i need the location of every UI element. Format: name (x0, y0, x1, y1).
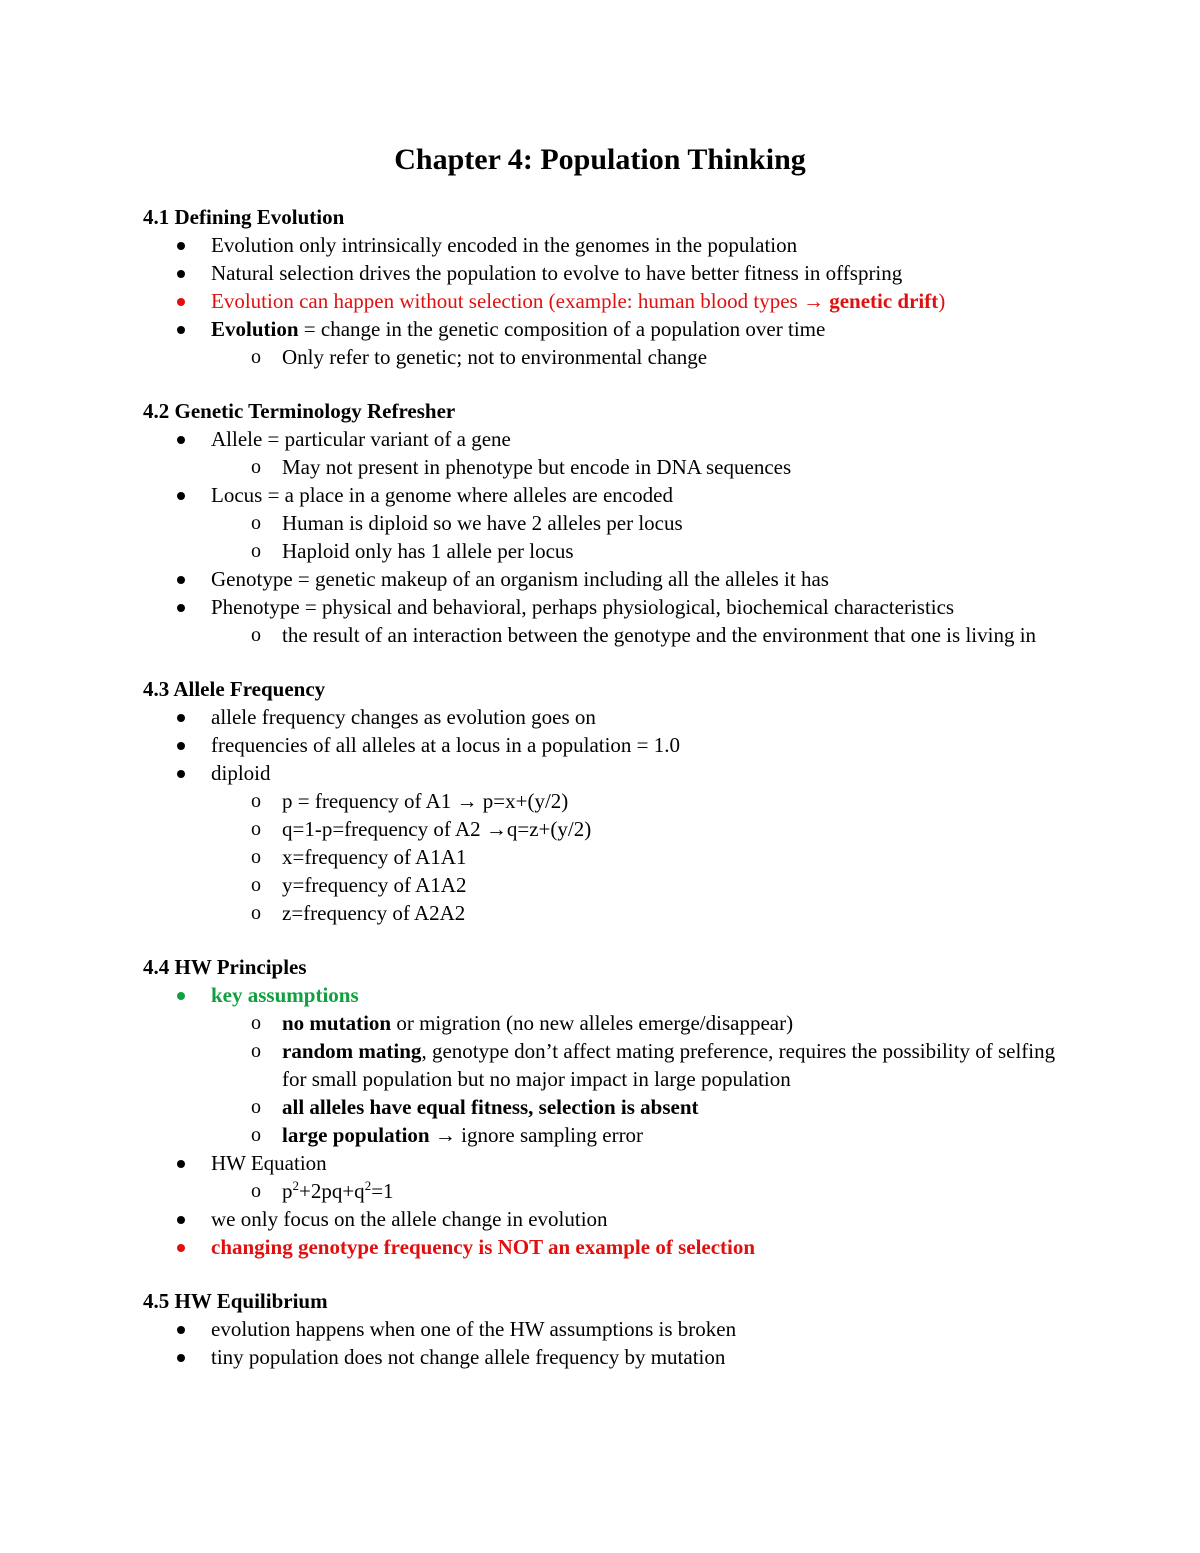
term-text: random mating (282, 1039, 422, 1063)
page-title: Chapter 4: Population Thinking (394, 143, 806, 176)
circle-bullet-icon: o (251, 346, 261, 368)
section-heading: 4.2 Genetic Terminology Refresher (143, 399, 456, 423)
section-genetic-terminology (143, 397, 1063, 649)
list-item-text: Evolution only intrinsically encoded in the genomes in the population (211, 233, 798, 257)
sub-list-item (143, 1037, 1063, 1093)
list-item-text: evolution happens when one of the HW assumptions is broken (211, 1317, 737, 1341)
list-item-text: x=frequency of A1A1 (282, 845, 467, 869)
list-item (143, 1205, 1063, 1233)
bullet-icon (177, 1354, 185, 1362)
list-item (143, 231, 1063, 259)
list-item (143, 565, 1063, 593)
list-item (143, 731, 1063, 759)
arrow-icon: → (434, 1123, 456, 1147)
list-item-text: diploid (211, 761, 271, 785)
bullet-icon (177, 242, 185, 250)
circle-bullet-icon: o (251, 1096, 261, 1118)
sub-list-item (143, 899, 1063, 927)
list-item-text: ) (938, 289, 946, 313)
list-item (143, 703, 1063, 731)
list-item (143, 1233, 1063, 1261)
list-item-text: Genotype = genetic makeup of an organism including all the alleles it has (211, 567, 829, 591)
list-item-text: Only refer to genetic; not to environmental change (282, 345, 708, 369)
sub-list-item (143, 843, 1063, 871)
arrow-icon: → (456, 789, 478, 813)
list-item (143, 315, 1063, 343)
hw-equation (282, 1179, 394, 1203)
list-item (143, 1149, 1063, 1177)
document-body (143, 203, 1063, 1397)
list-item (143, 981, 1063, 1009)
bullet-icon (177, 270, 185, 278)
circle-bullet-icon: o (251, 818, 261, 840)
section-hw-principles (143, 953, 1063, 1261)
section-heading: 4.5 HW Equilibrium (143, 1289, 328, 1313)
section-hw-equilibrium (143, 1287, 1063, 1371)
bullet-icon (177, 1244, 185, 1252)
list-item (143, 481, 1063, 509)
bullet-icon (177, 770, 185, 778)
sub-list-item (143, 871, 1063, 899)
sub-list-item (143, 1121, 1063, 1149)
bullet-icon (177, 436, 185, 444)
bullet-list (143, 981, 1063, 1261)
list-item-text: p = frequency of A1 (282, 789, 457, 813)
sub-list-item (143, 453, 1063, 481)
bullet-icon (177, 1160, 185, 1168)
circle-bullet-icon: o (251, 540, 261, 562)
list-item (143, 759, 1063, 787)
equation-term: +2pq+q (299, 1179, 365, 1203)
bullet-icon (177, 298, 185, 306)
list-item-text: allele frequency changes as evolution goes on (211, 705, 596, 729)
circle-bullet-icon: o (251, 624, 261, 646)
sub-list-item (143, 509, 1063, 537)
list-item-text: p=x+(y/2) (477, 789, 569, 813)
bullet-icon (177, 492, 185, 500)
sub-list-item (143, 787, 1063, 815)
term-text: no mutation (282, 1011, 392, 1035)
list-item-text: ignore sampling error (455, 1123, 644, 1147)
emphasis-text: key assumptions (211, 983, 359, 1007)
bullet-list (143, 1315, 1063, 1371)
bullet-list (143, 425, 1063, 649)
emphasis-text: genetic drift (829, 289, 939, 313)
bullet-icon (177, 604, 185, 612)
sub-list-item (143, 621, 1063, 649)
sub-list-item (143, 343, 1063, 371)
list-item (143, 1315, 1063, 1343)
circle-bullet-icon: o (251, 790, 261, 812)
list-item (143, 259, 1063, 287)
bullet-icon (177, 992, 185, 1000)
list-item (143, 593, 1063, 621)
equation-exponent: 2 (292, 1178, 299, 1193)
list-item-text: Phenotype = physical and behavioral, perhaps physiological, biochemical characteristics (211, 595, 955, 619)
list-item-text: Human is diploid so we have 2 alleles per locus (282, 511, 683, 535)
list-item-text: HW Equation (211, 1151, 327, 1175)
equation-term: =1 (371, 1179, 394, 1203)
equation-term: p (282, 1179, 293, 1203)
bullet-icon (177, 1326, 185, 1334)
circle-bullet-icon: o (251, 902, 261, 924)
bullet-list (143, 231, 1063, 371)
circle-bullet-icon: o (251, 1124, 261, 1146)
list-item-text: y=frequency of A1A2 (282, 873, 467, 897)
term-text: all alleles have equal fitness, selection is absent (282, 1095, 699, 1119)
section-heading: 4.1 Defining Evolution (143, 205, 345, 229)
bullet-list (143, 703, 1063, 927)
list-item-text: z=frequency of A2A2 (282, 901, 466, 925)
list-item-text: May not present in phenotype but encode in DNA sequences (282, 455, 792, 479)
list-item (143, 1343, 1063, 1371)
list-item-text: Locus = a place in a genome where alleles are encoded (211, 483, 673, 507)
list-item-text: Allele = particular variant of a gene (211, 427, 511, 451)
bullet-icon (177, 742, 185, 750)
circle-bullet-icon: o (251, 1040, 261, 1062)
list-item-text: frequencies of all alleles at a locus in a population = 1.0 (211, 733, 681, 757)
section-heading: 4.3 Allele Frequency (143, 677, 326, 701)
circle-bullet-icon: o (251, 1012, 261, 1034)
sub-list-item (143, 1009, 1063, 1037)
list-item-text: we only focus on the allele change in evolution (211, 1207, 608, 1231)
sub-list-item (143, 815, 1063, 843)
term-text: large population (282, 1123, 435, 1147)
section-defining-evolution (143, 203, 1063, 371)
arrow-icon: → (802, 289, 824, 313)
list-item-text: or migration (no new alleles emerge/disappear) (391, 1011, 794, 1035)
list-item (143, 425, 1063, 453)
sub-list-item (143, 537, 1063, 565)
list-item-text: = change in the genetic composition of a population over time (298, 317, 826, 341)
list-item (143, 287, 1063, 315)
section-heading: 4.4 HW Principles (143, 955, 307, 979)
list-item-text: q=1-p=frequency of A2 (282, 817, 486, 841)
circle-bullet-icon: o (251, 874, 261, 896)
list-item-text: Haploid only has 1 allele per locus (282, 539, 574, 563)
arrow-icon: → (485, 817, 507, 841)
bullet-icon (177, 326, 185, 334)
bullet-icon (177, 714, 185, 722)
list-item-text: Natural selection drives the population to evolve to have better fitness in offspring (211, 261, 903, 285)
list-item-text: the result of an interaction between the genotype and the environment that one is living in (282, 623, 1037, 647)
sub-list-item (143, 1093, 1063, 1121)
circle-bullet-icon: o (251, 456, 261, 478)
list-item-text: tiny population does not change allele frequency by mutation (211, 1345, 726, 1369)
list-item-text: Evolution can happen without selection (example: human blood types (211, 289, 803, 313)
emphasis-text: changing genotype frequency is NOT an example of selection (211, 1235, 756, 1259)
bullet-icon (177, 576, 185, 584)
circle-bullet-icon: o (251, 846, 261, 868)
list-item-text: q=z+(y/2) (506, 817, 592, 841)
term-text: Evolution (211, 317, 299, 341)
section-allele-frequency (143, 675, 1063, 927)
list-item-text: , genotype don’t affect mating preference, requires the possibility of selfing for small population but no major impact in large population (282, 1039, 1056, 1091)
bullet-icon (177, 1216, 185, 1224)
sub-list-item (143, 1177, 1063, 1205)
circle-bullet-icon: o (251, 512, 261, 534)
circle-bullet-icon: o (251, 1180, 261, 1202)
equation-exponent: 2 (364, 1178, 372, 1193)
